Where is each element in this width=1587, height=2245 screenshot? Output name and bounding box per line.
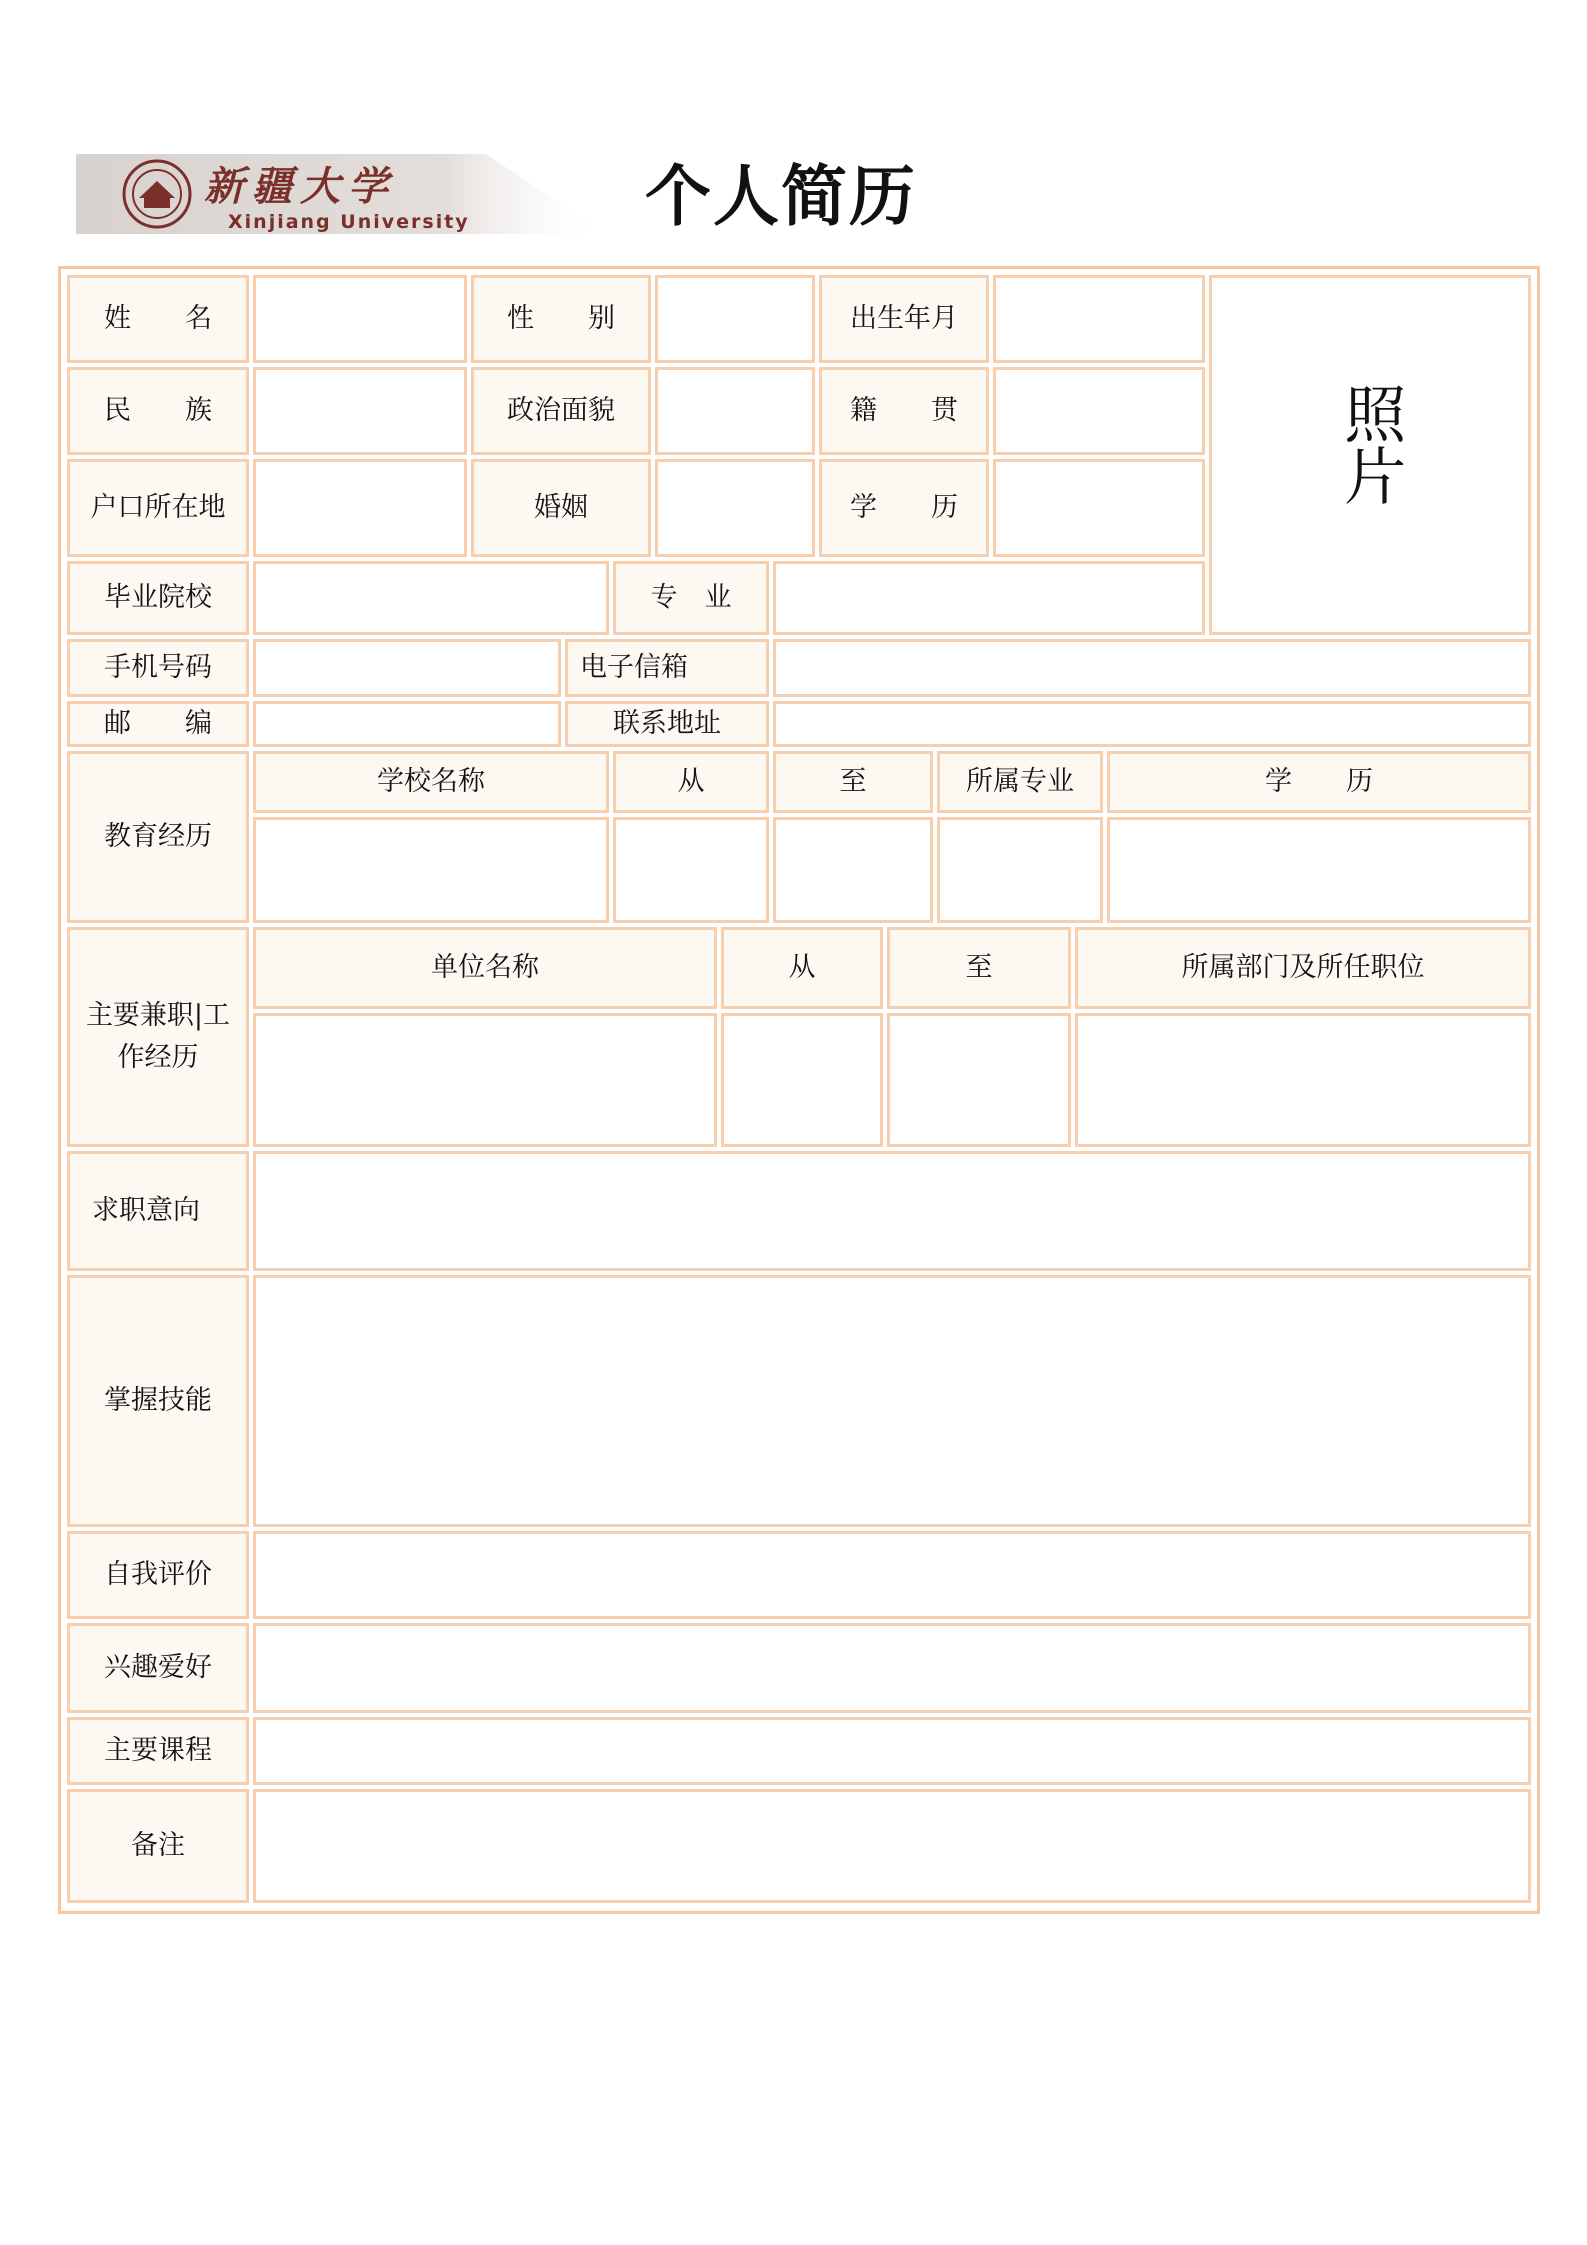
remarks-field[interactable] bbox=[253, 1789, 1531, 1903]
label-phone: 手机号码 bbox=[67, 639, 249, 697]
intent-field[interactable] bbox=[253, 1151, 1531, 1271]
label-gender: 性 别 bbox=[471, 275, 651, 363]
university-logo bbox=[76, 154, 606, 234]
self-eval-field[interactable] bbox=[253, 1531, 1531, 1619]
edu-header-degree: 学 历 bbox=[1107, 751, 1531, 813]
label-hukou: 户口所在地 bbox=[67, 459, 249, 557]
hobbies-field[interactable] bbox=[253, 1623, 1531, 1713]
politics-field[interactable] bbox=[655, 367, 815, 455]
marriage-field[interactable] bbox=[655, 459, 815, 557]
logo-chinese-name: 新疆大学 bbox=[204, 163, 396, 210]
postcode-field[interactable] bbox=[253, 701, 561, 747]
address-field[interactable] bbox=[773, 701, 1531, 747]
label-school: 毕业院校 bbox=[67, 561, 249, 635]
label-work: 主要兼职|工作经历 bbox=[67, 927, 249, 1147]
university-seal-icon bbox=[124, 161, 190, 227]
label-intent: 求职意向 bbox=[67, 1151, 249, 1271]
major-field[interactable] bbox=[773, 561, 1205, 635]
edu-from-field[interactable] bbox=[613, 817, 769, 923]
degree-field[interactable] bbox=[993, 459, 1205, 557]
work-position-field[interactable] bbox=[1075, 1013, 1531, 1147]
label-address: 联系地址 bbox=[565, 701, 769, 747]
native-place-field[interactable] bbox=[993, 367, 1205, 455]
label-hobbies: 兴趣爱好 bbox=[67, 1623, 249, 1713]
courses-field[interactable] bbox=[253, 1717, 1531, 1785]
label-postcode: 邮 编 bbox=[67, 701, 249, 747]
skills-field[interactable] bbox=[253, 1275, 1531, 1527]
photo-box[interactable] bbox=[1209, 275, 1531, 635]
edu-to-field[interactable] bbox=[773, 817, 933, 923]
label-education: 教育经历 bbox=[67, 751, 249, 923]
work-header-unit: 单位名称 bbox=[253, 927, 717, 1009]
name-field[interactable] bbox=[253, 275, 467, 363]
label-self-eval: 自我评价 bbox=[67, 1531, 249, 1619]
photo-label: 照片 bbox=[1333, 382, 1407, 506]
work-header-to: 至 bbox=[887, 927, 1071, 1009]
label-email: 电子信箱 bbox=[565, 639, 769, 697]
work-from-field[interactable] bbox=[721, 1013, 883, 1147]
email-field[interactable] bbox=[773, 639, 1531, 697]
label-skills: 掌握技能 bbox=[67, 1275, 249, 1527]
work-header-position: 所属部门及所任职位 bbox=[1075, 927, 1531, 1009]
work-header-from: 从 bbox=[721, 927, 883, 1009]
phone-field[interactable] bbox=[253, 639, 561, 697]
label-degree: 学 历 bbox=[819, 459, 989, 557]
label-marriage: 婚姻 bbox=[471, 459, 651, 557]
label-major: 专 业 bbox=[613, 561, 769, 635]
gender-field[interactable] bbox=[655, 275, 815, 363]
resume-form bbox=[58, 266, 1540, 1914]
edu-header-school: 学校名称 bbox=[253, 751, 609, 813]
label-politics: 政治面貌 bbox=[471, 367, 651, 455]
logo-english-name: Xinjiang University bbox=[228, 211, 470, 233]
work-to-field[interactable] bbox=[887, 1013, 1071, 1147]
label-remarks: 备注 bbox=[67, 1789, 249, 1903]
edu-header-major: 所属专业 bbox=[937, 751, 1103, 813]
label-name: 姓 名 bbox=[67, 275, 249, 363]
edu-header-to: 至 bbox=[773, 751, 933, 813]
edu-degree-field[interactable] bbox=[1107, 817, 1531, 923]
ethnicity-field[interactable] bbox=[253, 367, 467, 455]
birth-field[interactable] bbox=[993, 275, 1205, 363]
label-ethnicity: 民 族 bbox=[67, 367, 249, 455]
label-native-place: 籍 贯 bbox=[819, 367, 989, 455]
edu-school-field[interactable] bbox=[253, 817, 609, 923]
hukou-field[interactable] bbox=[253, 459, 467, 557]
label-birth: 出生年月 bbox=[819, 275, 989, 363]
label-courses: 主要课程 bbox=[67, 1717, 249, 1785]
page-title: 个人简历 bbox=[645, 158, 917, 235]
school-field[interactable] bbox=[253, 561, 609, 635]
edu-major-field[interactable] bbox=[937, 817, 1103, 923]
edu-header-from: 从 bbox=[613, 751, 769, 813]
work-unit-field[interactable] bbox=[253, 1013, 717, 1147]
